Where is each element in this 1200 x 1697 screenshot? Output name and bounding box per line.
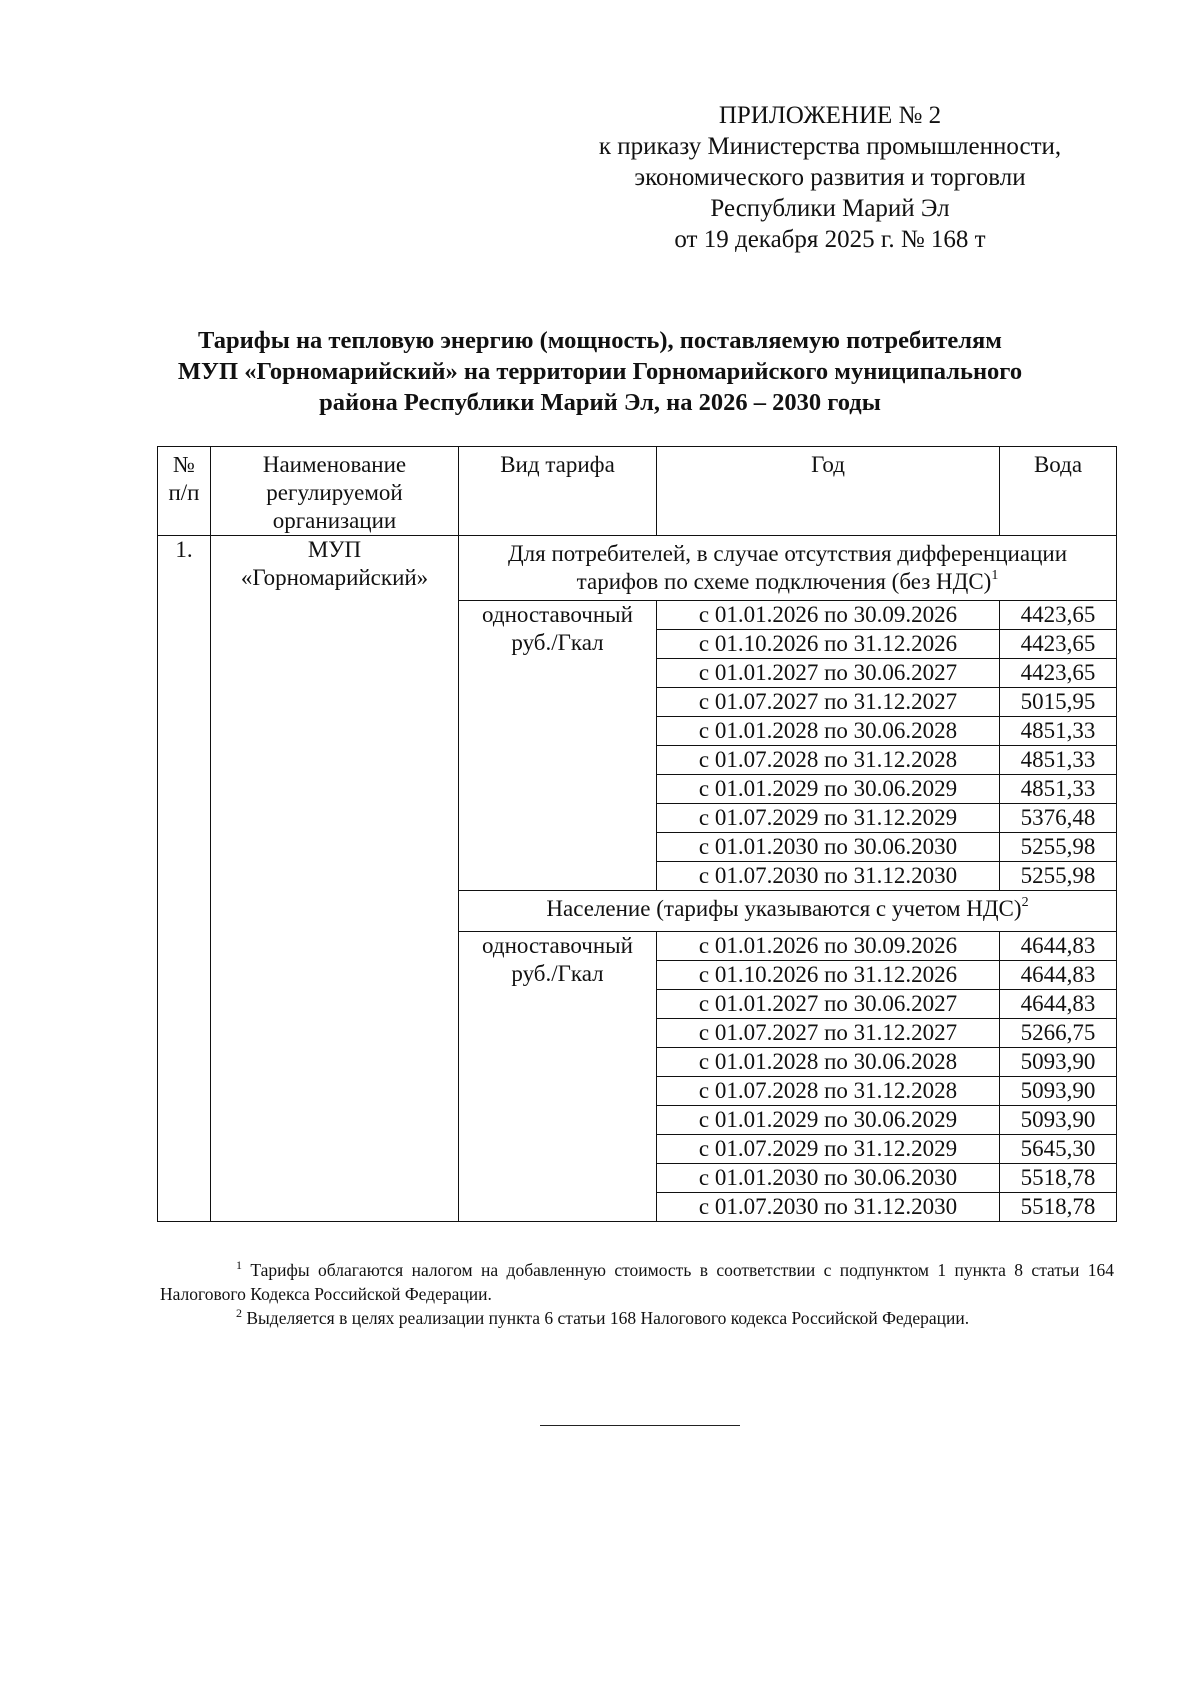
tariff-value: 5266,75 [1000, 1019, 1117, 1048]
footnote-ref: 1 [991, 568, 999, 583]
consumer-group-text: тарифов по схеме подключения (без НДС) [576, 569, 992, 594]
row-number: 1. [158, 536, 211, 1222]
tariff-period: с 01.07.2030 по 31.12.2030 [657, 862, 1000, 891]
header-organization [211, 447, 459, 536]
header-number-line: № [173, 452, 195, 477]
tariff-period: с 01.01.2026 по 30.09.2026 [657, 932, 1000, 961]
header-tariff-type: Вид тарифа [459, 447, 657, 536]
tariff-value: 4644,83 [1000, 961, 1117, 990]
organization-line: МУП [307, 537, 362, 562]
end-divider [540, 1425, 740, 1426]
tariff-period: с 01.01.2028 по 30.06.2028 [657, 1048, 1000, 1077]
consumer-group-text: Для потребителей, в случае отсутствия дифференциации [507, 541, 1068, 566]
tariff-period: с 01.07.2029 по 31.12.2029 [657, 1135, 1000, 1164]
tariff-value: 5093,90 [1000, 1106, 1117, 1135]
tariff-value: 5376,48 [1000, 804, 1117, 833]
tariff-period: с 01.01.2030 по 30.06.2030 [657, 1164, 1000, 1193]
title-line: района Республики Марий Эл, на 2026 – 2030 годы [319, 389, 881, 416]
tariff-value: 4423,65 [1000, 601, 1117, 630]
tariff-value: 4423,65 [1000, 659, 1117, 688]
organization-name [211, 536, 459, 1222]
tariff-value: 5093,90 [1000, 1048, 1117, 1077]
tariff-period: с 01.01.2027 по 30.06.2027 [657, 990, 1000, 1019]
tariff-value: 5645,30 [1000, 1135, 1117, 1164]
tariff-type [459, 932, 657, 1222]
tariff-period: с 01.07.2028 по 31.12.2028 [657, 1077, 1000, 1106]
tariff-value: 5518,78 [1000, 1193, 1117, 1222]
tariff-value: 4644,83 [1000, 990, 1117, 1019]
header-organization-line: регулируемой [266, 480, 403, 505]
tariff-period: с 01.10.2026 по 31.12.2026 [657, 630, 1000, 659]
title-line: Тарифы на тепловую энергию (мощность), поставляемую потребителям [198, 327, 1002, 354]
footnote-mark: 1 [236, 1258, 242, 1272]
consumer-group-label [459, 891, 1117, 932]
tariff-value: 4851,33 [1000, 717, 1117, 746]
tariff-unit: руб./Гкал [511, 961, 604, 986]
organization-line: «Горномарийский» [240, 565, 429, 590]
tariff-type-line: одноставочный [482, 602, 633, 627]
tariff-period: с 01.01.2028 по 30.06.2028 [657, 717, 1000, 746]
table-header-row [158, 447, 1117, 536]
appendix-line: Республики Марий Эл [710, 195, 950, 222]
appendix-header [560, 100, 1100, 255]
footnote-text: Выделяется в целях реализации пункта 6 статьи 168 Налогового кодекса Российской Федерации. [246, 1308, 970, 1328]
tariff-period: с 01.07.2028 по 31.12.2028 [657, 746, 1000, 775]
tariff-period: с 01.01.2029 по 30.06.2029 [657, 775, 1000, 804]
tariff-period: с 01.10.2026 по 31.12.2026 [657, 961, 1000, 990]
header-water: Вода [1000, 447, 1117, 536]
footnote-text: Тарифы облагаются налогом на добавленную стоимость в соответствии с подпунктом 1 пункта 8 статьи 164 Налогового Кодекса Российской Федерации. [160, 1260, 1115, 1304]
footnote [160, 1306, 1114, 1330]
header-organization-line: Наименование [262, 452, 407, 477]
header-number [158, 447, 211, 536]
tariff-period: с 01.07.2027 по 31.12.2027 [657, 688, 1000, 717]
consumer-group-text: Население (тарифы указываются с учетом НДС) [546, 896, 1022, 921]
tariff-table [157, 446, 1117, 1222]
consumer-group-line [459, 895, 1116, 923]
tariff-type-line: одноставочный [482, 933, 633, 958]
header-year: Год [657, 447, 1000, 536]
consumer-group-label [459, 536, 1117, 601]
header-organization-line: организации [272, 508, 397, 533]
title-line: МУП «Горномарийский» на территории Горномарийского муниципального [177, 358, 1023, 385]
tariff-unit: руб./Гкал [511, 630, 604, 655]
tariff-type [459, 601, 657, 891]
footnote [160, 1258, 1114, 1306]
tariff-value: 4644,83 [1000, 932, 1117, 961]
consumer-group-line [459, 540, 1116, 568]
tariff-period: с 01.07.2030 по 31.12.2030 [657, 1193, 1000, 1222]
tariff-value: 5093,90 [1000, 1077, 1117, 1106]
appendix-line: к приказу Министерства промышленности, [598, 133, 1062, 160]
tariff-period: с 01.01.2027 по 30.06.2027 [657, 659, 1000, 688]
footnotes [160, 1258, 1114, 1330]
footnote-ref: 2 [1021, 895, 1029, 910]
tariff-period: с 01.01.2030 по 30.06.2030 [657, 833, 1000, 862]
tariff-value: 5255,98 [1000, 833, 1117, 862]
tariff-value: 5518,78 [1000, 1164, 1117, 1193]
document-title [120, 325, 1080, 418]
tariff-period: с 01.01.2026 по 30.09.2026 [657, 601, 1000, 630]
tariff-value: 5255,98 [1000, 862, 1117, 891]
tariff-value: 4423,65 [1000, 630, 1117, 659]
appendix-line: экономического развития и торговли [634, 164, 1026, 191]
tariff-value: 5015,95 [1000, 688, 1117, 717]
tariff-value: 4851,33 [1000, 775, 1117, 804]
group-row [158, 536, 1117, 601]
tariff-value: 4851,33 [1000, 746, 1117, 775]
tariff-period: с 01.01.2029 по 30.06.2029 [657, 1106, 1000, 1135]
header-number-line: п/п [168, 480, 200, 505]
footnote-mark: 2 [236, 1306, 242, 1320]
consumer-group-line [459, 568, 1116, 596]
appendix-label: ПРИЛОЖЕНИЕ № 2 [718, 102, 942, 129]
tariff-period: с 01.07.2029 по 31.12.2029 [657, 804, 1000, 833]
appendix-date: от 19 декабря 2025 г. № 168 т [674, 226, 986, 253]
tariff-period: с 01.07.2027 по 31.12.2027 [657, 1019, 1000, 1048]
